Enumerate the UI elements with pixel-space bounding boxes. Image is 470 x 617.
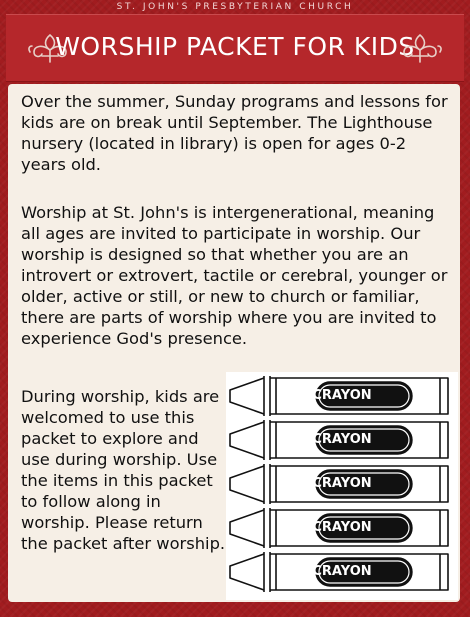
crayon-icon xyxy=(226,374,458,418)
title-bar xyxy=(6,14,464,82)
page-title: WORSHIP PACKET FOR KIDS xyxy=(55,32,415,61)
crayon-icon xyxy=(226,462,458,506)
crayon-label: CRAYON xyxy=(312,432,372,447)
crayon-icon xyxy=(226,506,458,550)
crayon-label: CRAYON xyxy=(312,564,372,579)
crayon-icon xyxy=(226,550,458,594)
crayon-label: CRAYON xyxy=(312,520,372,535)
paragraph-summer: Over the summer, Sunday programs and lessons for kids are on break until September. The Lighthouse nursery (located in library) is open for ages 0-2 years old. xyxy=(21,92,448,174)
crayon-illustration xyxy=(226,372,458,600)
crayon-icon xyxy=(226,418,458,462)
paragraph-packet-use: During worship, kids are welcomed to use this packet to explore and use during worship. Use the items in this packet to follow along in worship. Please return the packet after worship. xyxy=(21,387,226,553)
content-panel xyxy=(8,84,460,602)
church-name: ST. JOHN'S PRESBYTERIAN CHURCH xyxy=(116,2,354,12)
crayon-label: CRAYON xyxy=(312,476,372,491)
paragraph-intergenerational: Worship at St. John's is intergenerational, meaning all ages are invited to participate in worship. Our worship is designed so that whether you are an introvert or extrovert, tactile or cerebral, younger or older, active or still, or new to church or familiar, there are parts of worship where you are invited to experience God's presence. xyxy=(21,203,448,348)
crayon-label: CRAYON xyxy=(312,388,372,403)
fleur-de-lis-icon xyxy=(398,32,442,64)
